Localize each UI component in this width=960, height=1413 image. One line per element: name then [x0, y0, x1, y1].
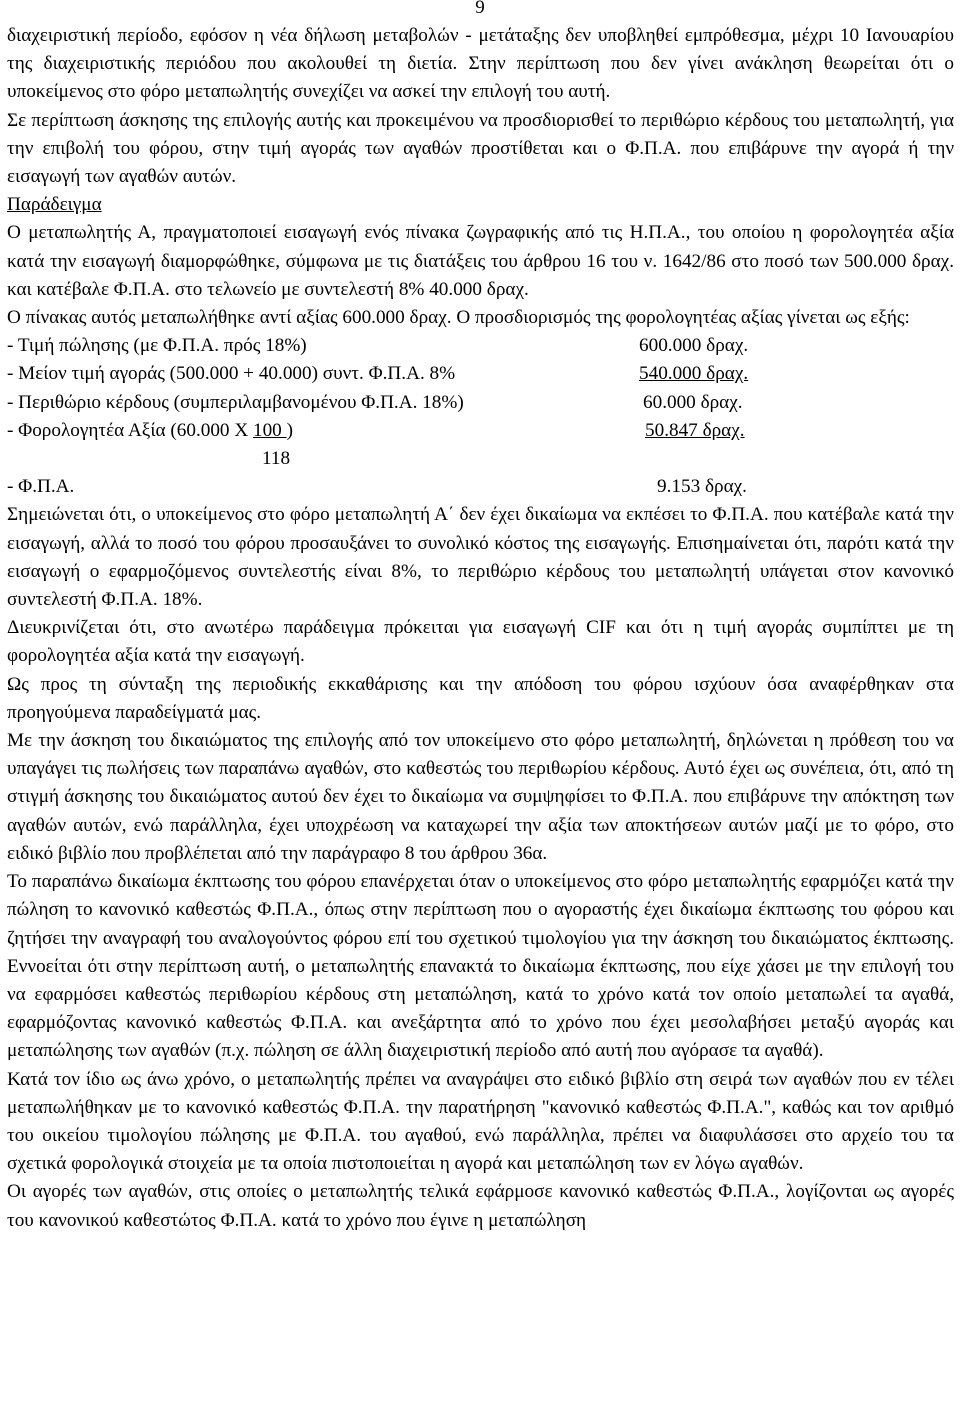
paragraph-deadline: διαχειριστική περίοδο, εφόσον η νέα δήλωση μεταβολών - μετάταξης δεν υποβληθεί εμπρόθεσμα, μέχρι 10 Ιανουαρίου της διαχειριστικής περιόδου που ακολουθεί τη διετία. Στην περίπτωση που δεν γίνει ανάκληση θεωρείται ότι ο υποκείμενος στο φόρο μεταπωλητής συνεχίζει να ασκεί την επιλογή του αυτή. — [7, 25, 954, 103]
calc-label: - Φ.Π.Α. — [7, 476, 75, 498]
paragraph-note-deduction: Σημειώνεται ότι, ο υποκείμενος στο φόρο μεταπωλητή Α΄ δεν έχει δικαίωμα να εκπέσει το Φ.Π.Α. που κατέβαλε κατά την εισαγωγή, αλλά το ποσό του φόρου προσαυξάνει το συνολικό κόστος της εισαγωγής. Επισημαίνεται ότι, παρότι κατά την εισαγωγή ο εφαρμοζόμενος συντελεστής είναι 8%, το περιθώριο κέρδους του μεταπωλητή υπάγεται στον κανονικό συντελεστή Φ.Π.Α. 18%. — [7, 504, 954, 611]
calc-value: 600.000 δραχ. — [639, 335, 749, 357]
paragraph-purchases: Οι αγορές των αγαθών, στις οποίες ο μεταπωλητής τελικά εφάρμοσε κανονικό καθεστώς Φ.Π.Α., λογίζονται ως αγορές του κανονικού καθεστώτος Φ.Π.Α. κατά το χρόνο που έγινε η μεταπώληση — [7, 1181, 954, 1231]
calc-value: 50.847 δραχ. — [645, 419, 745, 441]
calc-label: - Φορολογητέα Αξία (60.000 Χ 100 ) — [7, 419, 293, 441]
paragraph-special-book: Κατά τον ίδιο ως άνω χρόνο, ο μεταπωλητής πρέπει να αναγράψει στο ειδικό βιβλίο στη σειρά των αγαθών που εν τέλει μεταπωλήθηκαν με το κανονικό καθεστώς Φ.Π.Α. την παρατήρηση "κανονικό καθεστώς Φ.Π.Α.", καθώς και τον αριθμό του οικείου τιμολογίου πώλησης με Φ.Π.Α. του αγαθού, ενώ παράλληλα, πρέπει να διαφυλάσσει στο αρχείο του τα σχετικά φορολογικά στοιχεία με τα οποία πιστοποιείται η αγορά και μεταπώληση των εν λόγω αγαθών. — [7, 1068, 954, 1175]
paragraph-periodic-settlement: Ως προς τη σύνταξη της περιοδικής εκκαθάρισης και την απόδοση του φόρου ισχύουν όσα αναφέρθηκαν στα προηγούμενα παραδείγματά μας. — [7, 673, 954, 723]
calc-row-profit-margin — [7, 389, 954, 417]
page-number: 9 — [475, 0, 485, 18]
calc-row-vat — [7, 473, 954, 501]
calc-label: - Τιμή πώλησης (με Φ.Π.Α. πρός 18%) — [7, 335, 307, 357]
paragraph-margin-calc: Σε περίπτωση άσκησης της επιλογής αυτής και προκειμένου να προσδιορισθεί το περιθώριο κέρδους του μεταπωλητή, για την επιβολή του φόρου, στην τιμή αγοράς των αγαθών προστίθεται και ο Φ.Π.Α. που επιβάρυνε την αγορά ή την εισαγωγή των αγαθών αυτών. — [7, 109, 954, 188]
calc-value: 60.000 δραχ. — [643, 391, 743, 413]
fraction-denominator: 118 — [262, 448, 291, 470]
calc-row-purchase-price — [7, 360, 954, 388]
calc-row-taxable-value — [7, 417, 954, 445]
calc-label: - Περιθώριο κέρδους (συμπεριλαμβανομένου Φ.Π.Α. 18%) — [7, 391, 464, 413]
calc-row-sale-price — [7, 332, 954, 360]
calc-value: 9.153 δραχ. — [657, 476, 747, 498]
fraction-numerator: 100 — [252, 419, 287, 441]
page-content — [7, 22, 954, 1235]
example-intro: Ο μεταπωλητής Α, πραγματοποιεί εισαγωγή ενός πίνακα ζωγραφικής από τις Η.Π.Α., του οποίου η φορολογητέα αξία κατά την εισαγωγή διαμορφώθηκε, σύμφωνα με τις διατάξεις του άρθρου 16 του ν. 1642/86 στο ποσό των 500.000 δραχ. και κατέβαλε Φ.Π.Α. στο τελωνείο με συντελεστή 8% 40.000 δραχ. — [7, 222, 954, 300]
paragraph-option-exercise: Με την άσκηση του δικαιώματος της επιλογής από τον υποκείμενο στο φόρο μεταπωλητή, δηλώνεται η πρόθεση του να υπαγάγει τις πωλήσεις των παραπάνω αγαθών, στο καθεστώς του περιθωρίου κέρδους. Αυτό έχει ως συνέπεια, ότι, από τη στιγμή άσκησης του δικαιώματος αυτού δεν έχει το δικαίωμα να συμψηφίσει το Φ.Π.Α. που επιβάρυνε την απόκτηση των αγαθών αυτών, ενώ παράλληλα, έχει υποχρέωση να καταχωρεί την αξία των αποκτήσεων αυτών μαζί με το φόρο, στο ειδικό βιβλίο που προβλέπεται από την παράγραφο 8 του άρθρου 36α. — [7, 730, 954, 864]
calc-label: - Μείον τιμή αγοράς (500.000 + 40.000) συντ. Φ.Π.Α. 8% — [7, 363, 456, 385]
example-heading: Παράδειγμα — [7, 194, 102, 216]
paragraph-deduction-right: Το παραπάνω δικαίωμα έκπτωσης του φόρου επανέρχεται όταν ο υποκείμενος στο φόρο μεταπωλητής εφαρμόζει κατά την πώληση το κανονικό καθεστώς Φ.Π.Α., όπως στην περίπτωση που ο αγοραστής έχει δικαίωμα έκπτωσης του φόρου και ζητήσει την αναγραφή του αναλογούντος φόρου επί του σχετικού τιμολογίου για την άσκηση του δικαιώματος έκπτωσης. Εννοείται ότι στην περίπτωση αυτή, ο μεταπωλητής επανακτά το δικαίωμα έκπτωσης, που είχε χάσει με την επιλογή του να εφαρμόσει καθεστώς περιθωρίου κέρδους στη μεταπώληση, κατά το χρόνο κατά τον οποίο μεταπωλεί τα αγαθά, εφαρμόζοντας κανονικό καθεστώς Φ.Π.Α. και ανεξάρτητα από το χρόνο που έχει μεσολαβήσει μεταξύ αγοράς και μεταπώλησης των αγαθών (π.χ. πώληση σε άλλη διαχειριστική περίοδο από αυτή που αγόρασε τα αγαθά). — [7, 871, 954, 1062]
calc-value: 540.000 δραχ. — [639, 363, 749, 385]
paragraph-cif: Διευκρινίζεται ότι, στο ανωτέρω παράδειγμα πρόκειται για εισαγωγή CIF και ότι η τιμή αγοράς συμπίπτει με τη φορολογητέα αξία κατά την εισαγωγή. — [7, 617, 954, 667]
example-resale: Ο πίνακας αυτός μεταπωλήθηκε αντί αξίας 600.000 δραχ. Ο προσδιορισμός της φορολογητέας αξίας γίνεται ως εξής: — [7, 307, 910, 329]
